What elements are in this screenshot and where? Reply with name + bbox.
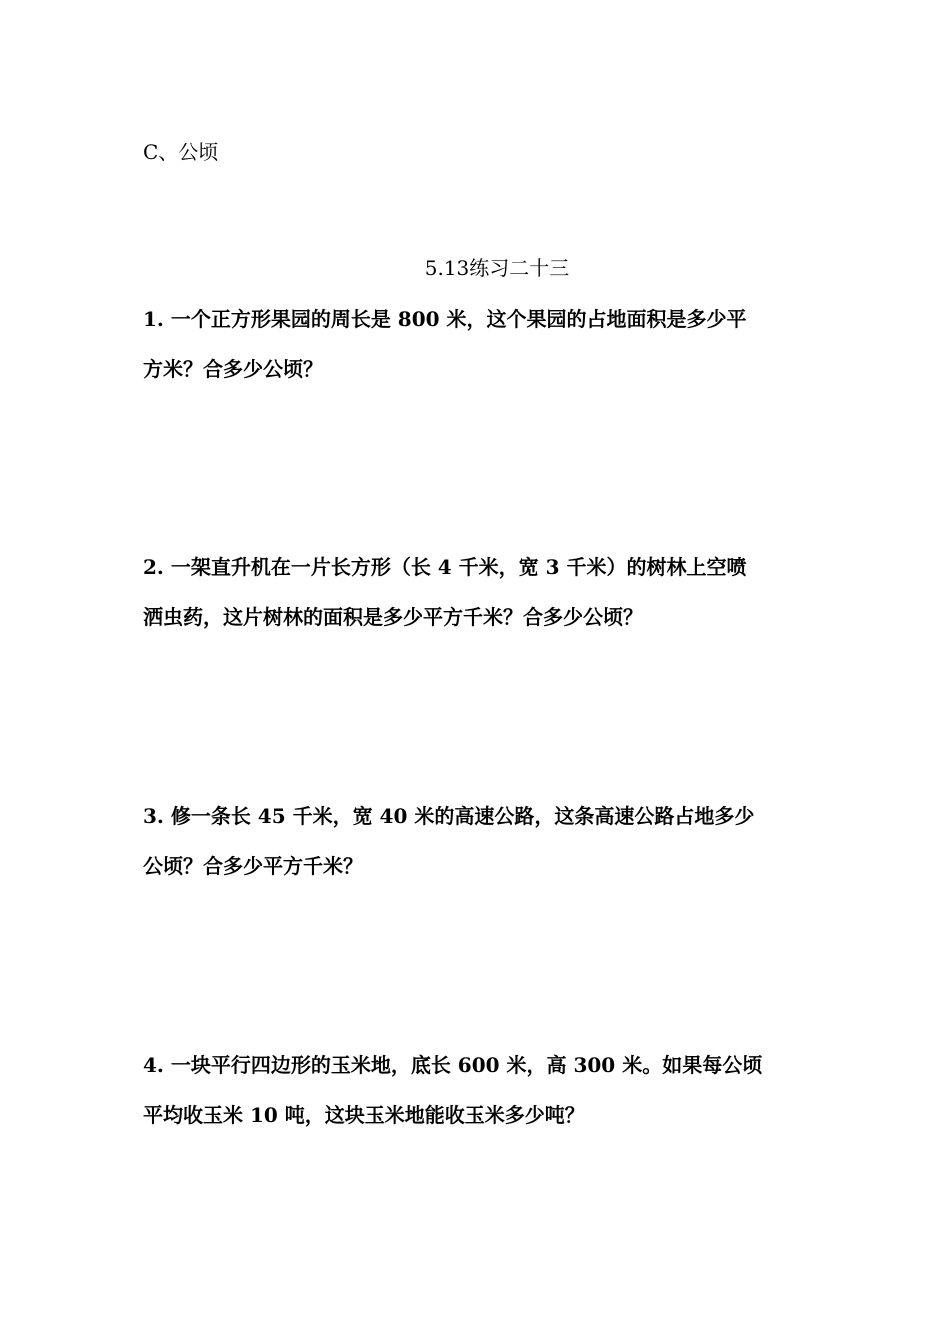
question-4-line-1: 4. 一块平行四边形的玉米地，底长 600 米，高 300 米。如果每公顷 xyxy=(143,1053,763,1077)
question-4-line-2: 平均收玉米 10 吨，这块玉米地能收玉米多少吨？ xyxy=(143,1103,585,1127)
answer-space-2 xyxy=(143,638,813,758)
question-4 xyxy=(143,1051,813,1129)
question-3-line-1: 3. 修一条长 45 千米，宽 40 米的高速公路，这条高速公路占地多少 xyxy=(143,804,755,828)
question-3-line-2: 公顷？合多少平方千米？ xyxy=(143,854,363,878)
answer-space-3 xyxy=(143,887,813,1007)
question-2 xyxy=(143,553,813,631)
answer-space-4 xyxy=(143,1136,813,1256)
answer-space-1 xyxy=(143,390,813,510)
section-title: 5.13练习二十三 xyxy=(424,256,570,280)
previous-question-option-c: C、公顷 xyxy=(143,140,219,164)
question-1-line-1: 1. 一个正方形果园的周长是 800 米，这个果园的占地面积是多少平 xyxy=(143,307,747,331)
question-2-line-2: 洒虫药，这片树林的面积是多少平方千米？合多少公顷？ xyxy=(143,605,643,629)
question-1-line-2: 方米？合多少公顷？ xyxy=(143,357,323,381)
question-3 xyxy=(143,802,813,880)
question-1 xyxy=(143,305,813,383)
question-2-line-1: 2. 一架直升机在一片长方形（长 4 千米，宽 3 千米）的树林上空喷 xyxy=(143,555,747,579)
